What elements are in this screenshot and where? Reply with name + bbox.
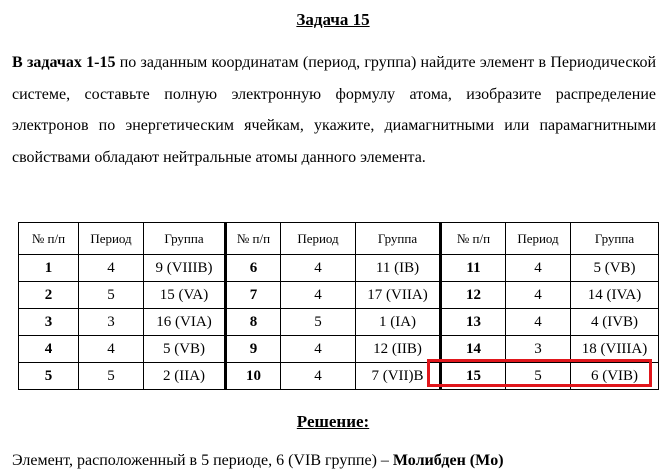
task-number: 10 — [226, 363, 281, 390]
task-number: 12 — [441, 282, 506, 309]
period-cell: 5 — [506, 363, 571, 390]
period-cell: 5 — [79, 282, 144, 309]
group-cell: 18 (VIIIA) — [571, 336, 659, 363]
table-row — [19, 282, 659, 309]
table-row — [19, 363, 659, 390]
header-cell: Период — [79, 223, 144, 255]
task-number: 1 — [19, 255, 79, 282]
group-cell: 6 (VIB) — [571, 363, 659, 390]
task-number: 2 — [19, 282, 79, 309]
task-description-text: по заданным координатам (период, группа) найдите элемент в Периодической системе, составьте полную электронную формулу атома, изобразите распределение электронов по энергетическим ячейкам, укажите, диамагнитными или парамагнитными свойствами обладают нейтральные атомы данного элемента. — [12, 54, 657, 166]
task-range-lead: В задачах 1-15 — [12, 54, 116, 71]
period-cell: 4 — [506, 282, 571, 309]
period-cell: 4 — [281, 336, 356, 363]
group-cell: 15 (VA) — [144, 282, 226, 309]
header-cell: Группа — [571, 223, 659, 255]
group-cell: 1 (IA) — [356, 309, 441, 336]
table-row — [19, 336, 659, 363]
answer-line — [12, 452, 662, 470]
answer-text: Элемент, расположенный в 5 периоде, 6 (VIB группе) – — [12, 452, 393, 469]
group-cell: 11 (IB) — [356, 255, 441, 282]
period-cell: 4 — [281, 255, 356, 282]
task-number: 5 — [19, 363, 79, 390]
task-number: 14 — [441, 336, 506, 363]
group-cell: 12 (IIB) — [356, 336, 441, 363]
header-cell: Группа — [356, 223, 441, 255]
period-cell: 4 — [506, 255, 571, 282]
task-number: 6 — [226, 255, 281, 282]
period-cell: 4 — [281, 282, 356, 309]
group-cell: 14 (IVA) — [571, 282, 659, 309]
task-number: 9 — [226, 336, 281, 363]
task-number: 7 — [226, 282, 281, 309]
period-cell: 4 — [506, 309, 571, 336]
group-cell: 5 (VB) — [144, 336, 226, 363]
group-cell: 16 (VIA) — [144, 309, 226, 336]
table-header-row — [19, 223, 659, 255]
header-cell: Период — [506, 223, 571, 255]
task-number: 4 — [19, 336, 79, 363]
task-number: 8 — [226, 309, 281, 336]
solution-heading: Решение: — [296, 412, 370, 431]
group-cell: 2 (IIA) — [144, 363, 226, 390]
period-cell: 3 — [506, 336, 571, 363]
period-cell: 4 — [281, 363, 356, 390]
header-cell: № п/п — [19, 223, 79, 255]
task-number: 15 — [441, 363, 506, 390]
group-cell: 17 (VIIA) — [356, 282, 441, 309]
table-row — [19, 255, 659, 282]
header-cell: Период — [281, 223, 356, 255]
task-description — [12, 47, 656, 173]
header-cell: № п/п — [441, 223, 506, 255]
task-number: 13 — [441, 309, 506, 336]
task-number: 11 — [441, 255, 506, 282]
group-cell: 4 (IVB) — [571, 309, 659, 336]
group-cell: 5 (VB) — [571, 255, 659, 282]
period-cell: 5 — [281, 309, 356, 336]
period-cell: 4 — [79, 255, 144, 282]
header-cell: № п/п — [226, 223, 281, 255]
period-cell: 3 — [79, 309, 144, 336]
group-cell: 7 (VII)B — [356, 363, 441, 390]
header-cell: Группа — [144, 223, 226, 255]
task-coordinates-table — [18, 222, 659, 390]
table-row — [19, 309, 659, 336]
group-cell: 9 (VIIIB) — [144, 255, 226, 282]
period-cell: 4 — [79, 336, 144, 363]
task-title: Задача 15 — [296, 10, 370, 29]
period-cell: 5 — [79, 363, 144, 390]
task-number: 3 — [19, 309, 79, 336]
answer-element: Молибден (Mo) — [392, 452, 504, 469]
